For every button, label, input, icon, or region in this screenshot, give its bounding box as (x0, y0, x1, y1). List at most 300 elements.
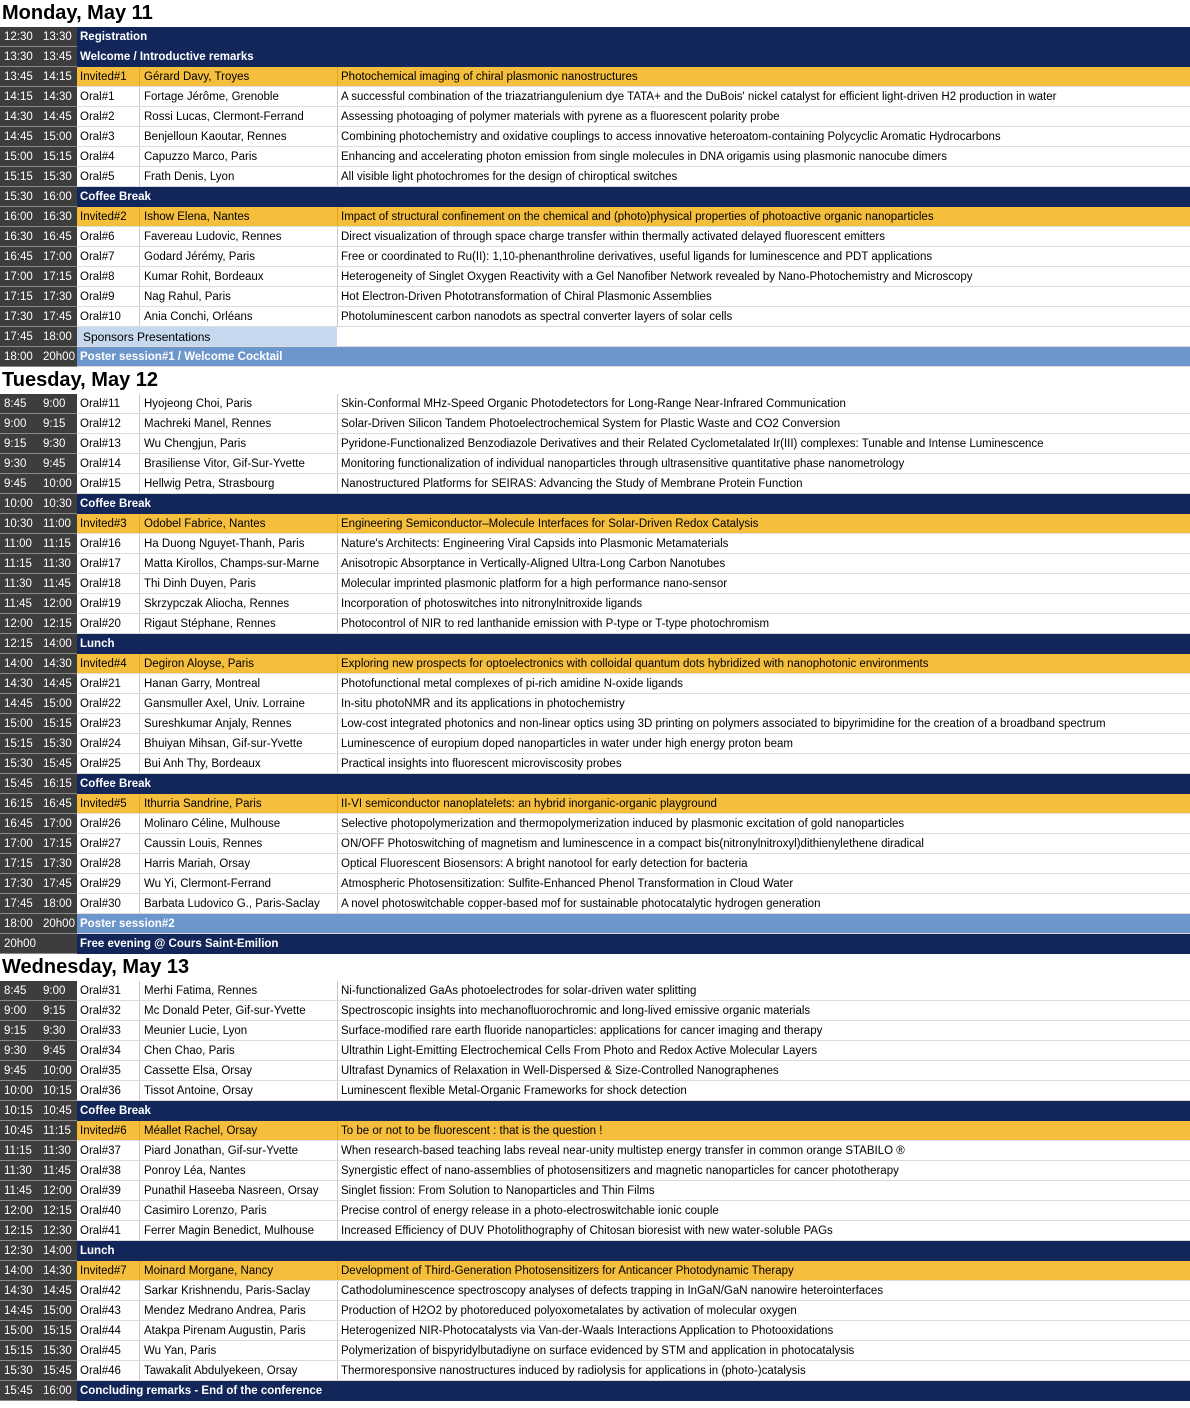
end-time: 16:30 (40, 207, 77, 227)
event-label: Welcome / Introductive remarks (77, 47, 1190, 66)
end-time: 15:30 (40, 734, 77, 754)
talk-title: Development of Third-Generation Photosensitizers for Anticancer Photodynamic Therapy (337, 1261, 1190, 1280)
speaker: Rigaut Stéphane, Rennes (139, 614, 337, 633)
talk-title: Incorporation of photoswitches into nitronylnitroxide ligands (337, 594, 1190, 613)
day-heading: Tuesday, May 12 (2, 369, 158, 391)
talk-title: A successful combination of the triazatriangulenium dye TATA+ and the DuBois' nickel catalyst for efficient light-driven H2 production in water (337, 87, 1190, 106)
session-row (0, 227, 1190, 247)
end-time: 14:45 (40, 107, 77, 127)
session-row (0, 474, 1190, 494)
talk-code: Oral#20 (77, 614, 139, 633)
talk-title: Solar-Driven Silicon Tandem Photoelectrochemical System for Plastic Waste and CO2 Conversion (337, 414, 1190, 433)
talk-code: Invited#7 (77, 1261, 139, 1280)
session-row (0, 1001, 1190, 1021)
speaker: Rossi Lucas, Clermont-Ferrand (139, 107, 337, 126)
speaker: Tawakalit Abdulyekeen, Orsay (139, 1361, 337, 1380)
talk-code: Oral#27 (77, 834, 139, 853)
end-time: 10:15 (40, 1081, 77, 1101)
speaker: Barbata Ludovico G., Paris-Saclay (139, 894, 337, 913)
session-row (0, 1281, 1190, 1301)
start-time: 12:15 (0, 1221, 40, 1241)
talk-code: Oral#21 (77, 674, 139, 693)
session-row (0, 614, 1190, 634)
break-row (0, 347, 1190, 367)
speaker: Caussin Louis, Rennes (139, 834, 337, 853)
end-time: 9:30 (40, 434, 77, 454)
session-row (0, 107, 1190, 127)
talk-title: In-situ photoNMR and its applications in photochemistry (337, 694, 1190, 713)
start-time: 17:15 (0, 287, 40, 307)
speaker: Meunier Lucie, Lyon (139, 1021, 337, 1040)
session-row (0, 167, 1190, 187)
start-time: 9:30 (0, 454, 40, 474)
end-time: 15:15 (40, 1321, 77, 1341)
event-label: Coffee Break (77, 494, 1190, 513)
talk-title: Enhancing and accelerating photon emission from single molecules in DNA origamis using plasmonic nanocube dimers (337, 147, 1190, 166)
talk-title: ON/OFF Photoswitching of magnetism and luminescence in a compact bis(nitronylnitroxyl)dithienylethene diradical (337, 834, 1190, 853)
speaker: Matta Kirollos, Champs-sur-Marne (139, 554, 337, 573)
speaker: Sureshkumar Anjaly, Rennes (139, 714, 337, 733)
talk-title: Pyridone-Functionalized Benzodiazole Derivatives and their Related Cyclometalated Ir(III) complexes: Tunable and Intense Luminescence (337, 434, 1190, 453)
event-label: Registration (77, 27, 1190, 46)
session-row (0, 854, 1190, 874)
break-row (0, 1241, 1190, 1261)
talk-code: Oral#13 (77, 434, 139, 453)
speaker: Ferrer Magin Benedict, Mulhouse (139, 1221, 337, 1240)
end-time: 14:45 (40, 674, 77, 694)
start-time: 16:45 (0, 247, 40, 267)
talk-title: Free or coordinated to Ru(II): 1,10-phenanthroline derivatives, useful ligands for luminescence and PDT applications (337, 247, 1190, 266)
end-time: 11:45 (40, 1161, 77, 1181)
session-row (0, 454, 1190, 474)
session-row (0, 754, 1190, 774)
end-time: 15:45 (40, 1361, 77, 1381)
start-time: 9:00 (0, 1001, 40, 1021)
speaker: Gérard Davy, Troyes (139, 67, 337, 86)
end-time: 18:00 (40, 327, 77, 347)
start-time: 15:00 (0, 147, 40, 167)
talk-code: Oral#1 (77, 87, 139, 106)
talk-code: Oral#5 (77, 167, 139, 186)
talk-title: Impact of structural confinement on the chemical and (photo)physical properties of photoactive organic nanoparticles (337, 207, 1190, 226)
session-row (0, 594, 1190, 614)
start-time: 16:15 (0, 794, 40, 814)
end-time: 16:00 (40, 187, 77, 207)
talk-title: Heterogeneity of Singlet Oxygen Reactivity with a Gel Nanofiber Network revealed by Nano-Photochemistry and Microscopy (337, 267, 1190, 286)
talk-code: Oral#29 (77, 874, 139, 893)
start-time: 17:00 (0, 267, 40, 287)
talk-code: Oral#4 (77, 147, 139, 166)
session-row (0, 287, 1190, 307)
start-time: 11:00 (0, 534, 40, 554)
event-label: Lunch (77, 634, 1190, 653)
start-time: 14:30 (0, 107, 40, 127)
start-time: 17:30 (0, 307, 40, 327)
end-time: 13:45 (40, 47, 77, 67)
end-time: 11:00 (40, 514, 77, 534)
end-time: 10:00 (40, 1061, 77, 1081)
start-time: 12:00 (0, 1201, 40, 1221)
talk-title: To be or not to be fluorescent : that is the question ! (337, 1121, 1190, 1140)
session-row (0, 654, 1190, 674)
talk-code: Oral#32 (77, 1001, 139, 1020)
start-time: 12:00 (0, 614, 40, 634)
start-time: 15:45 (0, 1381, 40, 1401)
talk-code: Oral#24 (77, 734, 139, 753)
end-time: 16:45 (40, 794, 77, 814)
talk-title: Increased Efficiency of DUV Photolithography of Chitosan bioresist with new water-soluble PAGs (337, 1221, 1190, 1240)
talk-title: Heterogenized NIR-Photocatalysts via Van-der-Waals Interactions Application to Photooxidations (337, 1321, 1190, 1340)
speaker: Harris Mariah, Orsay (139, 854, 337, 873)
talk-code: Oral#38 (77, 1161, 139, 1180)
talk-title: Ultrafast Dynamics of Relaxation in Well-Dispersed & Size-Controlled Nanographenes (337, 1061, 1190, 1080)
end-time: 20h00 (40, 347, 77, 367)
speaker: Cassette Elsa, Orsay (139, 1061, 337, 1080)
talk-code: Invited#4 (77, 654, 139, 673)
start-time: 17:30 (0, 874, 40, 894)
end-time: 15:00 (40, 694, 77, 714)
talk-code: Oral#37 (77, 1141, 139, 1160)
start-time: 15:30 (0, 187, 40, 207)
break-row (0, 27, 1190, 47)
break-row (0, 187, 1190, 207)
talk-title: Skin-Conformal MHz-Speed Organic Photodetectors for Long-Range Near-Infrared Communication (337, 394, 1190, 413)
session-row (0, 1341, 1190, 1361)
talk-code: Oral#12 (77, 414, 139, 433)
start-time: 16:30 (0, 227, 40, 247)
session-row (0, 307, 1190, 327)
event-label: Coffee Break (77, 187, 1190, 206)
session-row (0, 574, 1190, 594)
speaker: Gansmuller Axel, Univ. Lorraine (139, 694, 337, 713)
speaker: Ishow Elena, Nantes (139, 207, 337, 226)
talk-title: II-VI semiconductor nanoplatelets: an hybrid inorganic-organic playground (337, 794, 1190, 813)
start-time: 14:00 (0, 1261, 40, 1281)
break-row (0, 47, 1190, 67)
start-time: 16:00 (0, 207, 40, 227)
talk-code: Oral#6 (77, 227, 139, 246)
end-time: 9:15 (40, 414, 77, 434)
speaker: Mc Donald Peter, Gif-sur-Yvette (139, 1001, 337, 1020)
event-label: Concluding remarks - End of the conference (77, 1381, 1190, 1400)
session-row (0, 734, 1190, 754)
start-time: 18:00 (0, 914, 40, 934)
talk-title: Low-cost integrated photonics and non-linear optics using 3D printing on polymers associated to bipyrimidine for the creation of a broadband spectrum (337, 714, 1190, 733)
start-time: 12:30 (0, 27, 40, 47)
speaker: Godard Jérémy, Paris (139, 247, 337, 266)
talk-code: Oral#34 (77, 1041, 139, 1060)
speaker: Merhi Fatima, Rennes (139, 981, 337, 1000)
start-time: 20h00 (0, 934, 40, 954)
break-row (0, 634, 1190, 654)
speaker: Frath Denis, Lyon (139, 167, 337, 186)
talk-code: Invited#2 (77, 207, 139, 226)
end-time: 15:00 (40, 1301, 77, 1321)
speaker: Hyojeong Choi, Paris (139, 394, 337, 413)
talk-code: Oral#42 (77, 1281, 139, 1300)
talk-code: Oral#11 (77, 394, 139, 413)
end-time: 17:00 (40, 814, 77, 834)
break-row (0, 1381, 1190, 1401)
talk-title: Precise control of energy release in a photo-electroswitchable ionic couple (337, 1201, 1190, 1220)
empty-cell (337, 327, 1190, 346)
day-section (0, 0, 1190, 367)
end-time: 11:45 (40, 574, 77, 594)
end-time: 11:30 (40, 1141, 77, 1161)
end-time: 12:00 (40, 594, 77, 614)
speaker: Skrzypczak Aliocha, Rennes (139, 594, 337, 613)
start-time: 17:45 (0, 327, 40, 347)
end-time: 10:45 (40, 1101, 77, 1121)
start-time: 12:30 (0, 1241, 40, 1261)
talk-title: Polymerization of bispyridylbutadiyne on surface evidenced by STM and application in photocatalysis (337, 1341, 1190, 1360)
session-row (0, 1181, 1190, 1201)
start-time: 10:00 (0, 494, 40, 514)
speaker: Moinard Morgane, Nancy (139, 1261, 337, 1280)
start-time: 17:00 (0, 834, 40, 854)
end-time: 9:45 (40, 1041, 77, 1061)
session-row (0, 874, 1190, 894)
talk-title: When research-based teaching labs reveal near-unity multistep energy transfer in common orange STABILO ® (337, 1141, 1190, 1160)
day-section (0, 367, 1190, 954)
speaker: Tissot Antoine, Orsay (139, 1081, 337, 1100)
speaker: Ithurria Sandrine, Paris (139, 794, 337, 813)
talk-code: Oral#45 (77, 1341, 139, 1360)
end-time: 12:15 (40, 614, 77, 634)
start-time: 15:15 (0, 1341, 40, 1361)
end-time: 11:15 (40, 1121, 77, 1141)
speaker: Odobel Fabrice, Nantes (139, 514, 337, 533)
start-time: 9:00 (0, 414, 40, 434)
talk-code: Oral#36 (77, 1081, 139, 1100)
end-time: 15:30 (40, 167, 77, 187)
end-time: 14:30 (40, 654, 77, 674)
talk-title: Synergistic effect of nano-assemblies of photosensitizers and magnetic nanoparticles for cancer phototherapy (337, 1161, 1190, 1180)
session-row (0, 207, 1190, 227)
day-heading: Wednesday, May 13 (2, 956, 190, 978)
talk-code: Oral#22 (77, 694, 139, 713)
speaker: Degiron Aloyse, Paris (139, 654, 337, 673)
end-time: 9:45 (40, 454, 77, 474)
session-row (0, 1321, 1190, 1341)
speaker: Bui Anh Thy, Bordeaux (139, 754, 337, 773)
talk-code: Oral#35 (77, 1061, 139, 1080)
end-time: 14:00 (40, 634, 77, 654)
speaker: Casimiro Lorenzo, Paris (139, 1201, 337, 1220)
start-time: 8:45 (0, 394, 40, 414)
start-time: 10:15 (0, 1101, 40, 1121)
end-time: 17:30 (40, 287, 77, 307)
end-time: 17:15 (40, 834, 77, 854)
session-row (0, 1201, 1190, 1221)
start-time: 10:30 (0, 514, 40, 534)
end-time: 10:00 (40, 474, 77, 494)
end-time (40, 934, 77, 954)
session-row (0, 1301, 1190, 1321)
session-row (0, 1221, 1190, 1241)
sponsor-label: Sponsors Presentations (77, 327, 337, 346)
talk-title: Production of H2O2 by photoreduced polyoxometalates by activation of molecular oxygen (337, 1301, 1190, 1320)
session-row (0, 1041, 1190, 1061)
talk-title: Surface-modified rare earth fluoride nanoparticles: applications for cancer imaging and therapy (337, 1021, 1190, 1040)
speaker: Wu Yan, Paris (139, 1341, 337, 1360)
talk-title: Nature's Architects: Engineering Viral Capsids into Plasmonic Metamaterials (337, 534, 1190, 553)
talk-title: A novel photoswitchable copper-based mof for sustainable photocatalytic hydrogen generation (337, 894, 1190, 913)
talk-title: Optical Fluorescent Biosensors: A bright nanotool for early detection for bacteria (337, 854, 1190, 873)
start-time: 10:45 (0, 1121, 40, 1141)
speaker: Piard Jonathan, Gif-sur-Yvette (139, 1141, 337, 1160)
speaker: Benjelloun Kaoutar, Rennes (139, 127, 337, 146)
talk-title: Singlet fission: From Solution to Nanoparticles and Thin Films (337, 1181, 1190, 1200)
end-time: 17:45 (40, 874, 77, 894)
break-row (0, 494, 1190, 514)
session-row (0, 1081, 1190, 1101)
end-time: 15:00 (40, 127, 77, 147)
speaker: Ha Duong Nguyet-Thanh, Paris (139, 534, 337, 553)
end-time: 10:30 (40, 494, 77, 514)
talk-title: Selective photopolymerization and thermopolymerization induced by plasmonic excitation of gold nanoparticles (337, 814, 1190, 833)
talk-title: Atmospheric Photosensitization: Sulfite-Enhanced Phenol Transformation in Cloud Water (337, 874, 1190, 893)
start-time: 15:45 (0, 774, 40, 794)
start-time: 15:15 (0, 167, 40, 187)
speaker: Sarkar Krishnendu, Paris-Saclay (139, 1281, 337, 1300)
session-row (0, 1021, 1190, 1041)
session-row (0, 1121, 1190, 1141)
end-time: 11:15 (40, 534, 77, 554)
talk-title: Direct visualization of through space charge transfer within thermally activated delayed fluorescent emitters (337, 227, 1190, 246)
start-time: 11:15 (0, 1141, 40, 1161)
speaker: Mendez Medrano Andrea, Paris (139, 1301, 337, 1320)
end-time: 15:15 (40, 147, 77, 167)
speaker: Capuzzo Marco, Paris (139, 147, 337, 166)
talk-code: Oral#10 (77, 307, 139, 326)
end-time: 14:45 (40, 1281, 77, 1301)
speaker: Favereau Ludovic, Rennes (139, 227, 337, 246)
start-time: 14:45 (0, 694, 40, 714)
session-row (0, 67, 1190, 87)
end-time: 9:15 (40, 1001, 77, 1021)
start-time: 14:30 (0, 1281, 40, 1301)
event-label: Coffee Break (77, 774, 1190, 793)
talk-title: Nanostructured Platforms for SEIRAS: Advancing the Study of Membrane Protein Function (337, 474, 1190, 493)
talk-code: Invited#3 (77, 514, 139, 533)
talk-code: Oral#2 (77, 107, 139, 126)
session-row (0, 147, 1190, 167)
speaker: Molinaro Céline, Mulhouse (139, 814, 337, 833)
talk-title: Photochemical imaging of chiral plasmonic nanostructures (337, 67, 1190, 86)
session-row (0, 1161, 1190, 1181)
talk-code: Invited#6 (77, 1121, 139, 1140)
start-time: 14:45 (0, 1301, 40, 1321)
end-time: 15:30 (40, 1341, 77, 1361)
start-time: 11:30 (0, 1161, 40, 1181)
session-row (0, 814, 1190, 834)
speaker: Chen Chao, Paris (139, 1041, 337, 1060)
start-time: 9:45 (0, 474, 40, 494)
session-row (0, 1361, 1190, 1381)
end-time: 20h00 (40, 914, 77, 934)
start-time: 8:45 (0, 981, 40, 1001)
start-time: 14:00 (0, 654, 40, 674)
event-label: Poster session#1 / Welcome Cocktail (77, 347, 1190, 366)
end-time: 15:15 (40, 714, 77, 734)
start-time: 9:30 (0, 1041, 40, 1061)
speaker: Punathil Haseeba Nasreen, Orsay (139, 1181, 337, 1200)
speaker: Atakpa Pirenam Augustin, Paris (139, 1321, 337, 1340)
talk-code: Invited#5 (77, 794, 139, 813)
talk-title: Photofunctional metal complexes of pi-rich amidine N-oxide ligands (337, 674, 1190, 693)
end-time: 12:30 (40, 1221, 77, 1241)
talk-code: Oral#9 (77, 287, 139, 306)
talk-title: Practical insights into fluorescent microviscosity probes (337, 754, 1190, 773)
start-time: 15:15 (0, 734, 40, 754)
talk-title: Hot Electron-Driven Phototransformation of Chiral Plasmonic Assemblies (337, 287, 1190, 306)
start-time: 14:30 (0, 674, 40, 694)
end-time: 18:00 (40, 894, 77, 914)
speaker: Thi Dinh Duyen, Paris (139, 574, 337, 593)
talk-code: Oral#43 (77, 1301, 139, 1320)
start-time: 17:45 (0, 894, 40, 914)
talk-code: Oral#8 (77, 267, 139, 286)
start-time: 11:45 (0, 1181, 40, 1201)
talk-title: Exploring new prospects for optoelectronics with colloidal quantum dots hybridized with nanophotonic environments (337, 654, 1190, 673)
session-row (0, 894, 1190, 914)
talk-title: Monitoring functionalization of individual nanoparticles through ultrasensitive quantitative phase nanometrology (337, 454, 1190, 473)
session-row (0, 127, 1190, 147)
talk-title: Thermoresponsive nanostructures induced by radiolysis for applications in (photo-)catalysis (337, 1361, 1190, 1380)
start-time: 18:00 (0, 347, 40, 367)
talk-title: Ni-functionalized GaAs photoelectrodes for solar-driven water splitting (337, 981, 1190, 1000)
break-row (0, 1101, 1190, 1121)
start-time: 14:45 (0, 127, 40, 147)
start-time: 15:30 (0, 1361, 40, 1381)
talk-code: Oral#16 (77, 534, 139, 553)
end-time: 16:15 (40, 774, 77, 794)
talk-title: Assessing photoaging of polymer materials with pyrene as a fluorescent polarity probe (337, 107, 1190, 126)
start-time: 11:45 (0, 594, 40, 614)
speaker: Fortage Jérôme, Grenoble (139, 87, 337, 106)
end-time: 12:15 (40, 1201, 77, 1221)
session-row (0, 554, 1190, 574)
talk-code: Oral#3 (77, 127, 139, 146)
end-time: 16:45 (40, 227, 77, 247)
end-time: 17:30 (40, 854, 77, 874)
end-time: 17:15 (40, 267, 77, 287)
start-time: 9:45 (0, 1061, 40, 1081)
start-time: 9:15 (0, 434, 40, 454)
break-row (0, 327, 1190, 347)
speaker: Nag Rahul, Paris (139, 287, 337, 306)
talk-title: Combining photochemistry and oxidative couplings to access innovative heteroatom-containing Polycyclic Aromatic Hydrocarbons (337, 127, 1190, 146)
talk-code: Invited#1 (77, 67, 139, 86)
start-time: 16:45 (0, 814, 40, 834)
start-time: 14:15 (0, 87, 40, 107)
event-label: Lunch (77, 1241, 1190, 1260)
session-row (0, 694, 1190, 714)
speaker: Hanan Garry, Montreal (139, 674, 337, 693)
speaker: Kumar Rohit, Bordeaux (139, 267, 337, 286)
talk-title: Spectroscopic insights into mechanofluorochromic and long-lived emissive organic materials (337, 1001, 1190, 1020)
event-label: Free evening @ Cours Saint-Emilion (77, 934, 1190, 953)
session-row (0, 1141, 1190, 1161)
start-time: 15:00 (0, 1321, 40, 1341)
talk-title: Photoluminescent carbon nanodots as spectral converter layers of solar cells (337, 307, 1190, 326)
talk-code: Oral#39 (77, 1181, 139, 1200)
session-row (0, 1261, 1190, 1281)
talk-code: Oral#15 (77, 474, 139, 493)
start-time: 15:00 (0, 714, 40, 734)
talk-code: Oral#17 (77, 554, 139, 573)
